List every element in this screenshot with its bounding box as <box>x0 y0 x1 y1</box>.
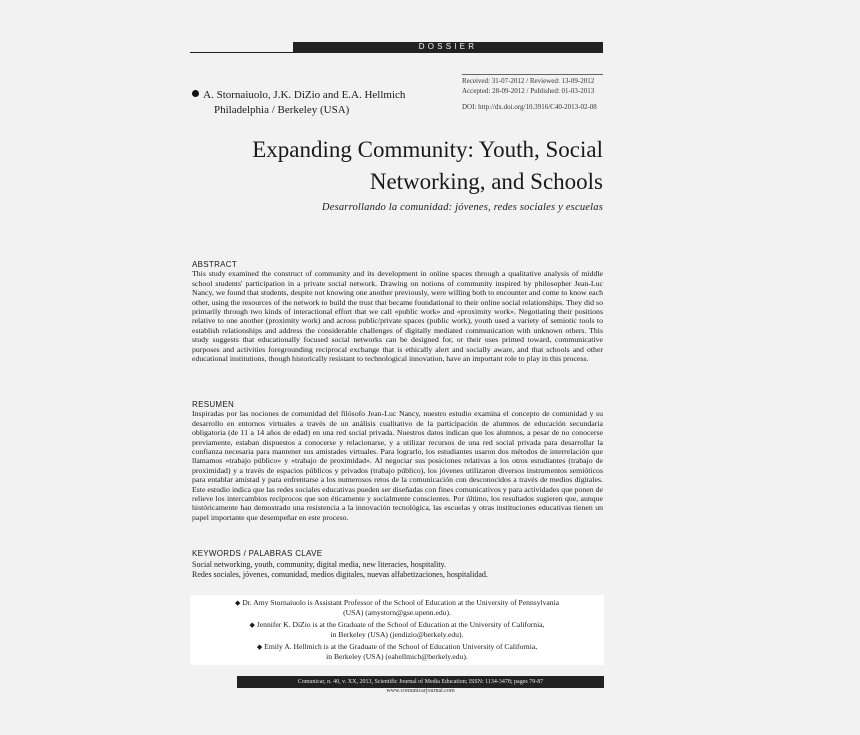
accepted-dates: Accepted: 28-09-2012 / Published: 01-03-2013 <box>462 87 595 95</box>
footnote-item <box>190 642 604 662</box>
diamond-icon: ◆ <box>249 621 255 629</box>
abstract-section <box>192 260 603 363</box>
abstract-heading: ABSTRACT <box>192 260 238 269</box>
article-title <box>252 134 603 198</box>
keywords-spanish: Redes sociales, jóvenes, comunidad, medios digitales, nuevas alfabetizaciones, hospitalidad. <box>192 570 488 579</box>
keywords-section <box>192 549 603 581</box>
resumen-text: Inspiradas por las nociones de comunidad del filósofo Jean-Luc Nancy, nuestro estudio examina el concepto de comunidad y su desarrollo en entornos virtuales a través de un análisis cualitativo de la participación de alumnos de educación secundaria obligatoria (de 11 a 14 años de edad) en una red social privada. Nuestros datos indican que los alumnos, a pesar de no conocerse previamente, estaban dispuestos a conocerse y relacionarse, y a utilizar recursos de una red social privada para desarrollar la confianza necesaria para mantener sus amistades virtuales. Para lograrlo, los estudiantes usaron dos métodos de interrelación que llamamos «trabajo público» y «trabajo de proximidad». Al negociar sus posiciones relativas a los otros estudiantes (trabajo de proximidad) y a través de espacios públicos y privados (trabajo público), los jóvenes utilizaron diversos instrumentos semióticos para entablar amistad y para enfrentarse a los numerosos retos de la comunicación con desconocidos a través de medios digitales. Este estudio indica que las redes sociales educativas pueden ser diseñadas con fines comunicativos y para actividades que ponen de relieve los intercambios recíprocos que son éticamente y socialmente conscientes. Por último, los resultados sugieren que, aunque históricamente han demostrado una resistencia a la innovación tecnológica, las escuelas y otras instituciones educativas tienen un papel importante que desempeñar en este proceso. <box>192 409 603 522</box>
publication-metadata <box>462 74 603 112</box>
received-dates: Received: 31-07-2012 / Reviewed: 13-09-2012 <box>462 77 595 85</box>
bullet-icon <box>192 90 199 97</box>
footnote-line-2: in Berkeley (USA) (jendizio@berkely.edu). <box>330 630 464 639</box>
section-label: DOSSIER <box>293 42 603 52</box>
metadata-rule <box>462 74 603 75</box>
footnote-line-1: Dr. Amy Stornaiuolo is Assistant Professor of the School of Education at the University of Pennsylvania <box>242 598 560 607</box>
abstract-text: This study examined the construct of community and its development in online spaces through a qualitative analysis of middle school students' participation in a private social network. Drawing on notions of community inspired by philosopher Jean-Luc Nancy, we found that students, despite not knowing one another previously, were willing both to encounter and come to know each other, using the resources of the network to build the trust that became foundational to their online social relationships. They did so primarily through two kinds of interactional effort that we call «public work» and «proximity work». Negotiating their positions relative to one another (proximity work) and across public/private spaces (public work), youth used a variety of semiotic tools to establish relationships and address the considerable challenges of digitally mediated communication with unknown others. This study suggests that educationally focused social networks can be designed for, or their uses primed toward, communicative purposes and activities foregrounding reciprocal exchange that is ethically alert and socially aware, and that schools and other educational institutions, though historically resistant to technological innovation, have an important role to play in this process. <box>192 269 603 364</box>
author-footnotes <box>190 595 604 665</box>
title-line-1: Expanding Community: Youth, Social <box>252 137 603 162</box>
journal-url[interactable]: www.comunicarjournal.com <box>386 688 455 694</box>
footnote-line-2: in Berkeley (USA) (eahellmich@berkely.edu). <box>326 652 468 661</box>
footnote-line-1: Jennifer K. DiZio is at the Graduate of the School of Education at the University of California, <box>256 620 545 629</box>
diamond-icon: ◆ <box>234 599 241 607</box>
article-subtitle: Desarrollando la comunidad: jóvenes, redes sociales y escuelas <box>321 202 603 213</box>
author-location: Philadelphia / Berkeley (USA) <box>214 104 350 116</box>
footnote-item <box>190 620 604 640</box>
author-block <box>192 88 405 118</box>
doi-link[interactable]: DOI: http://dx.doi.org/10.3916/C40-2013-02-08 <box>462 103 597 111</box>
resumen-section <box>192 400 603 522</box>
header-rule <box>190 52 603 53</box>
footer-citation: Comunicar, n. 40, v. XX, 2013, Scientific Journal of Media Education; ISSN: 1134-3478; pages 79-87 <box>237 676 604 688</box>
keywords-heading: KEYWORDS / PALABRAS CLAVE <box>192 549 323 558</box>
footnote-item <box>190 598 604 618</box>
footnote-line-1: Emily A. Hellmich is at the Graduate of the School of Education University of California, <box>264 642 538 651</box>
author-names: A. Stornaiuolo, J.K. DiZio and E.A. Hellmich <box>203 89 406 101</box>
title-line-2: Networking, and Schools <box>369 169 603 194</box>
diamond-icon: ◆ <box>256 643 263 651</box>
resumen-heading: RESUMEN <box>192 400 235 409</box>
keywords-english: Social networking, youth, community, digital media, new literacies, hospitality. <box>192 559 447 569</box>
footnote-line-2: (USA) (amystorn@gse.upenn.edu). <box>343 608 451 617</box>
